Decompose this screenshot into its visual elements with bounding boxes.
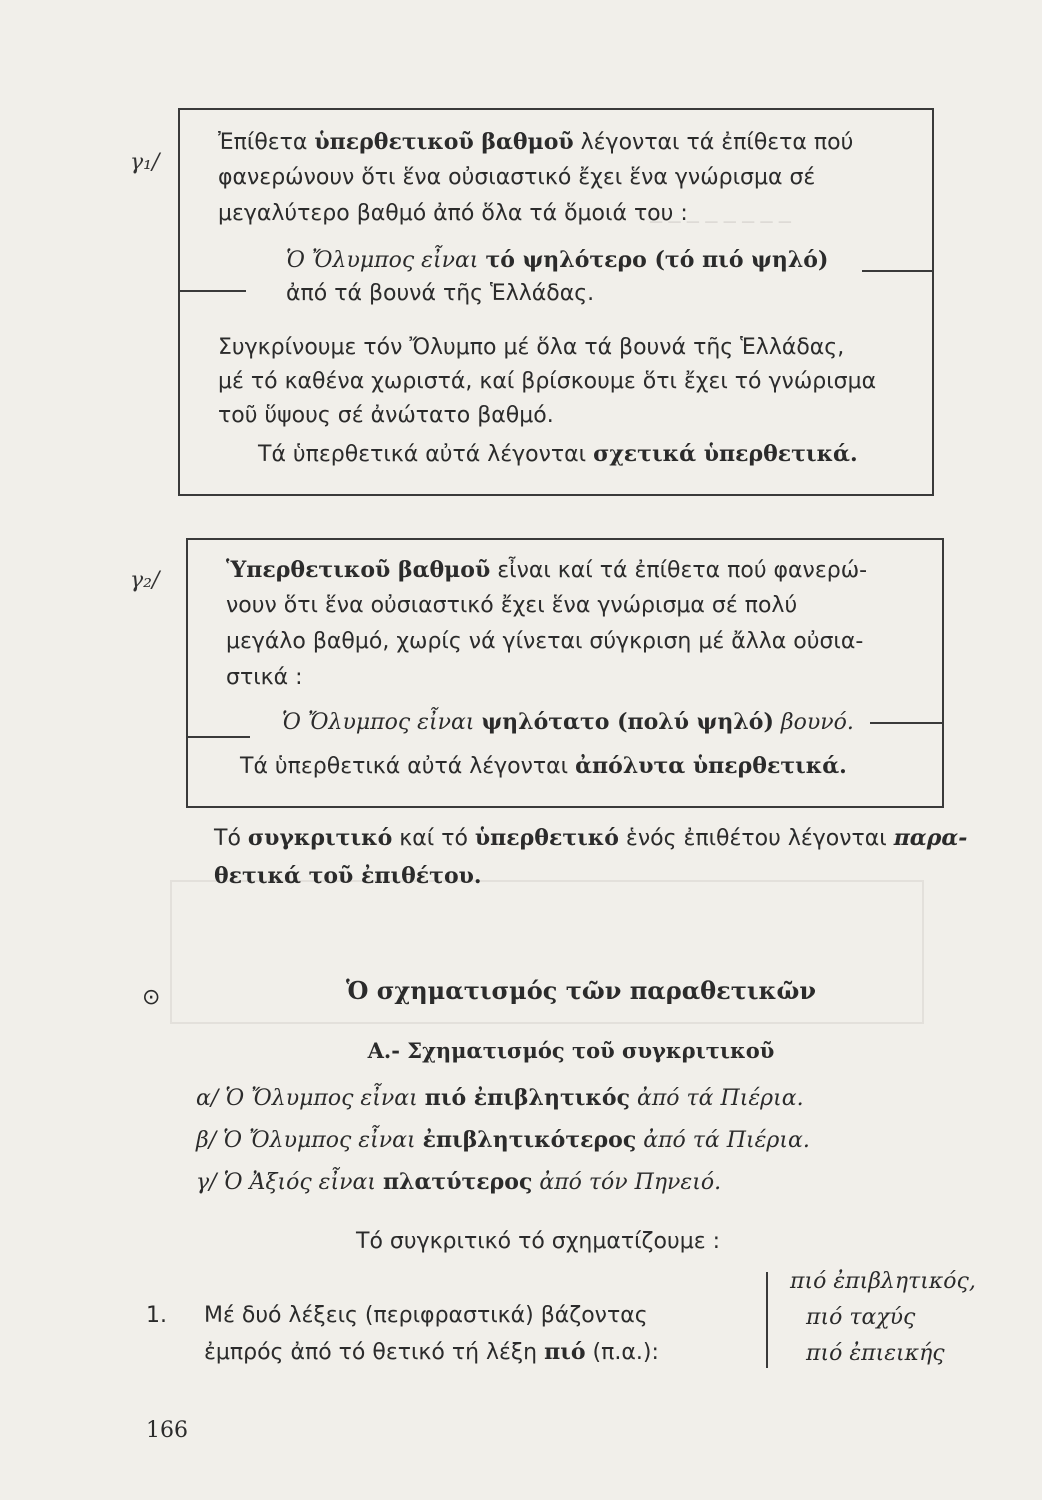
- page-number: 166: [146, 1418, 188, 1443]
- box2-line2: νουν ὅτι ἕνα οὐσιαστικό ἔχει ἕνα γνώρισμα σέ πολύ: [226, 593, 798, 618]
- paratheta-para-line2: θετικά τοῦ ἐπιθέτου.: [214, 863, 482, 889]
- example-b: β/ Ὁ Ὄλυμπος εἶναι ἐπιβλητικότερος ἀπό τά Πιέρια.: [196, 1127, 810, 1153]
- item1-line2: ἐμπρός ἀπό τό θετικό τή λέξη πιό (π.α.):: [204, 1339, 659, 1365]
- example-a: α/ Ὁ Ὄλυμπος εἶναι πιό ἐπιβλητικός ἀπό τά Πιέρια.: [196, 1085, 804, 1111]
- box1-line5: μέ τό καθένα χωριστά, καί βρίσκουμε ὅτι ἔχει τό γνώρισμα: [218, 369, 877, 394]
- box2-line4: στικά :: [226, 665, 303, 690]
- item1-divider: [766, 1272, 768, 1368]
- box1-line4: Συγκρίνουμε τόν Ὄλυμπο μέ ὅλα τά βουνά τῆς Ἑλλάδας,: [218, 335, 845, 360]
- item1-number: 1.: [146, 1303, 167, 1328]
- box2-example: Ὁ Ὄλυμπος εἶναι ψηλότατο (πολύ ψηλό) βουνό.: [282, 709, 854, 735]
- section-subtitle: Α.- Σχηματισμός τοῦ συγκριτικοῦ: [367, 1038, 775, 1063]
- box1-example-line1: Ὁ Ὄλυμπος εἶναι τό ψηλότερο (τό πιό ψηλό): [286, 247, 829, 273]
- box1-line1: Ἐπίθετα ὑπερθετικοῦ βαθμοῦ λέγονται τά ἐπίθετα πού: [218, 129, 854, 155]
- box1-example-right-rule: [862, 270, 934, 272]
- box2-line3: μεγάλο βαθμό, χωρίς νά γίνεται σύγκριση μέ ἄλλα οὐσια-: [226, 629, 864, 654]
- section-title: Ὁ σχηματισμός τῶν παραθετικῶν: [345, 976, 817, 1005]
- box2-marker: γ₂/: [130, 568, 160, 593]
- box1-example-left-rule: [178, 290, 246, 292]
- section-symbol-icon: ⊙: [142, 985, 161, 1010]
- box1-line6: τοῦ ὕψους σέ ἀνώτατο βαθμό.: [218, 403, 554, 428]
- box1-line3: μεγαλύτερο βαθμό ἀπό ὅλα τά ὅμοιά του :: [218, 201, 688, 226]
- item1-col-1: πιό ἐπιβλητικός,: [790, 1269, 976, 1294]
- box2-line5: Τά ὑπερθετικά αὐτά λέγονται ἀπόλυτα ὑπερθετικά.: [240, 753, 847, 779]
- box2-example-right-rule: [870, 722, 944, 724]
- box1-marker: γ₁/: [130, 150, 160, 175]
- box2-example-left-rule: [186, 736, 250, 738]
- form-intro: Τό συγκριτικό τό σχηματίζουμε :: [356, 1229, 720, 1254]
- bleed-through-text: ─ ─ ─ ─ ─ ─ ─ ─: [650, 210, 791, 234]
- item1-col-2: πιό ταχύς: [806, 1305, 916, 1330]
- box2-line1: Ὑπερθετικοῦ βαθμοῦ εἶναι καί τά ἐπίθετα πού φανερώ-: [226, 557, 868, 583]
- box1-example-line2: ἀπό τά βουνά τῆς Ἑλλάδας.: [286, 281, 595, 306]
- box1-line7: Τά ὑπερθετικά αὐτά λέγονται σχετικά ὑπερθετικά.: [258, 441, 858, 467]
- item1-col-3: πιό ἐπιεικής: [806, 1341, 945, 1366]
- example-c: γ/ Ὁ Ἀξιός εἶναι πλατύτερος ἀπό τόν Πηνειό.: [196, 1169, 722, 1195]
- item1-line1: Μέ δυό λέξεις (περιφραστικά) βάζοντας: [204, 1303, 648, 1328]
- box1-line2: φανερώνουν ὅτι ἕνα οὐσιαστικό ἔχει ἕνα γνώρισμα σέ: [218, 165, 816, 190]
- paratheta-para-line1: Τό συγκριτικό καί τό ὑπερθετικό ἑνός ἐπιθέτου λέγονται παρα-: [214, 825, 968, 851]
